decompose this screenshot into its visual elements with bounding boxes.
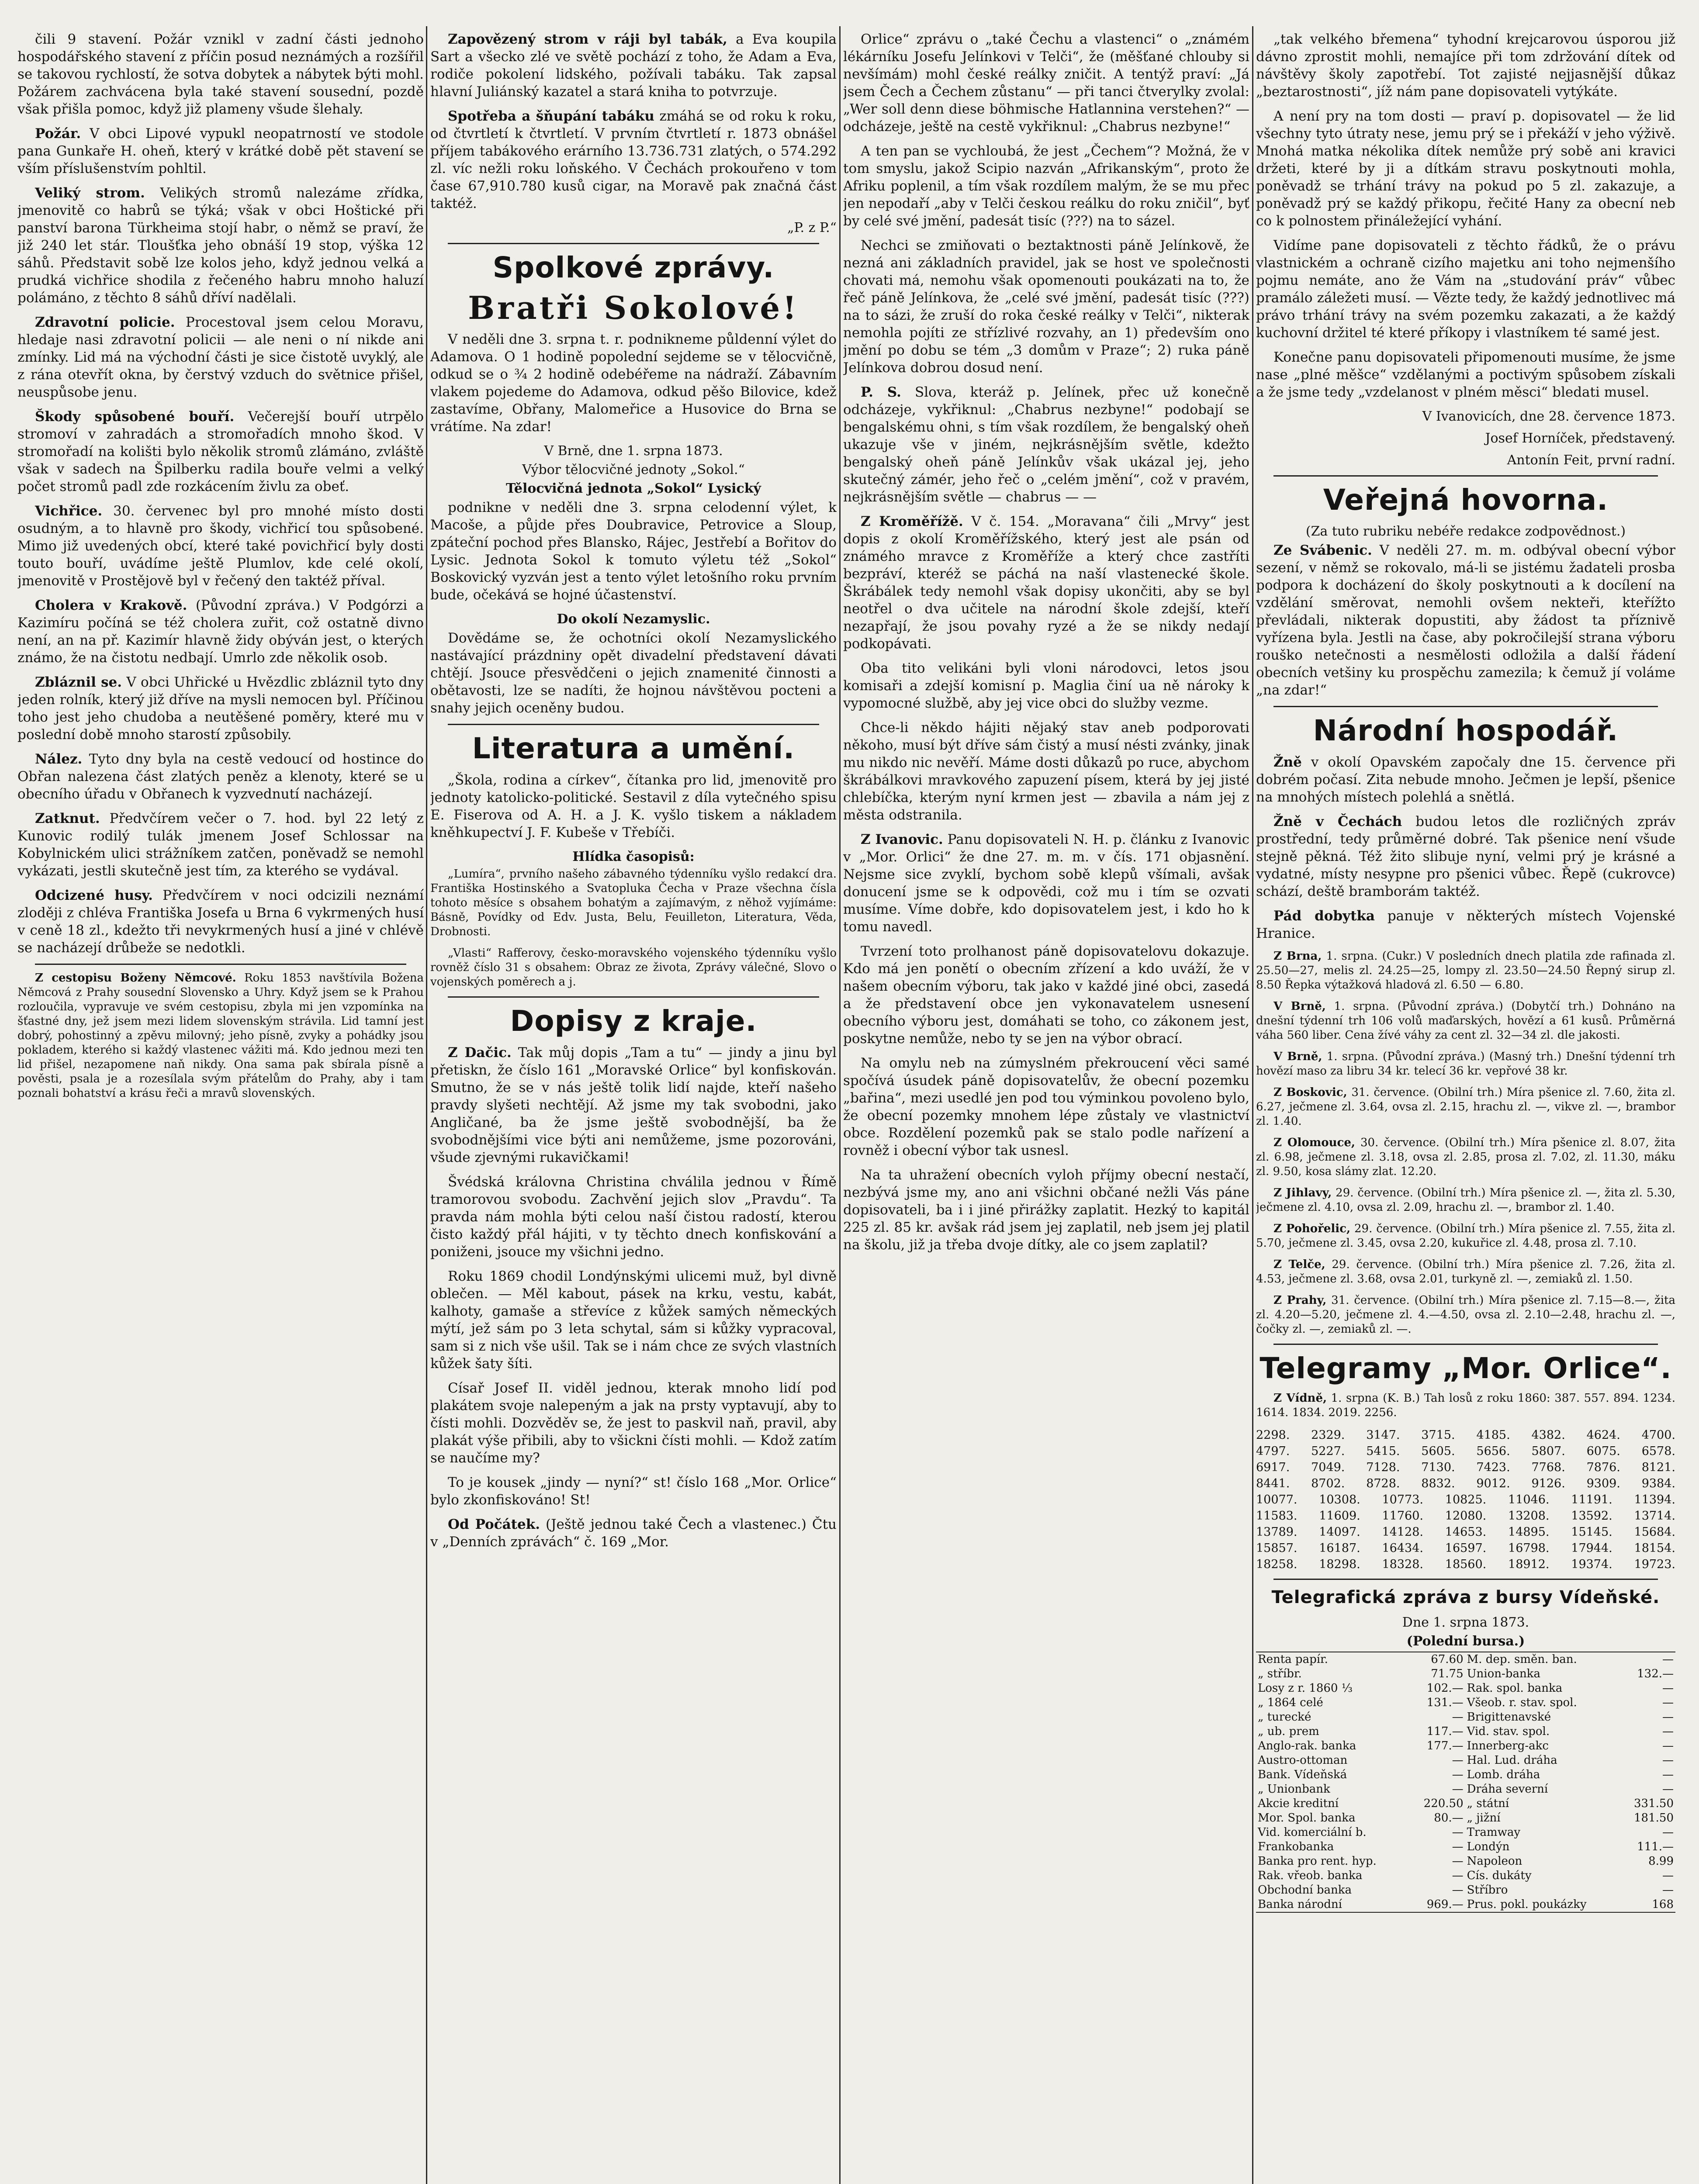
letter-item-text: Panu dopisovateli N. H. p. článku z Ivanovic v „Mor. Orlici“ že dne 27. m. m. v čís. 171 objasnění. Nejsme sice zvyklí, bychom sobě klepů všímali, avšak donucení jsme se k odpovědi, což mu i tím se ozvati musíme. Víme dobře, kdo dopisovatelem jest, i kdo ho k tomu navedl. <box>843 832 1249 935</box>
news-item-text: Večerejší bouří utrpělo stromoví v zahradách a stromořadích mnoho škod. V stromořadí na kolišti bylo několik stromů zlámáno, zvláště však v sadech na Špilberku radila bouře velmi a velký počet stromů padl zde rozkácením živlu za obeť. <box>17 409 424 494</box>
svabenice-head: Ze Svábenic. <box>1273 543 1372 558</box>
bursa-value: 131.— <box>1426 1696 1464 1709</box>
market-report <box>1256 1136 1675 1179</box>
news-item-text: Tyto dny byla na cestě vedoucí od hostince do Obřan nalezena část zlatých peněz a klenoty, které se u obecního úřadu v Obřanech k vyzvednutí nacházejí. <box>17 751 424 802</box>
lottery-row: 10077. 10308. 10773. 10825. 11046. 11191. 11394. <box>1256 1493 1675 1507</box>
news-item-text: V obci Lipové vypukl neopatrností ve stodole pana Gunkaře H. oheň, který v krátké době pět stavení se vším příslušenstvím pohltil. <box>17 126 424 176</box>
bursa-value: — <box>1662 1768 1674 1781</box>
bursa-value: — <box>1452 1711 1464 1724</box>
bursa-row <box>1256 1768 1675 1782</box>
market-report <box>1256 1258 1675 1286</box>
letter-item-text: Slova, kteráž p. Jelínek, přec už konečně odcházeje, vykřiknul: „Chabrus nezbyne!“ podobají se bengalskému ohni, s tím však rozdílem, že bengalský oheň ukazuje vše v jiném, nejkrásnějším světle, kdežto bengalský oheň páně Jelínkův však ukázal jej, jeho skutečný zámér, jeho řeč o „celém jmění“, což v pravém, nejkrásnějším světle — chabrus — — <box>843 384 1249 505</box>
bursa-value: 331.50 <box>1634 1797 1674 1810</box>
bursa-value: — <box>1452 1826 1464 1839</box>
bursa-value: 132.— <box>1637 1667 1674 1680</box>
news-item-text: Procestoval jsem celou Moravu, hledaje nasi zdravotní policii — ale neni o ní nikde ani zmínky. Lid má na východní části je sice čistotě uvyklý, ale z rána otevřít okna, by čerstvý vzduch do světnice přišel, neuspůsobe jenu. <box>17 314 424 400</box>
news-item <box>17 750 424 803</box>
economy-item-head: Žně <box>1273 754 1302 770</box>
column-rule <box>426 26 427 2184</box>
letter-item <box>843 31 1249 135</box>
bursa-row <box>1256 1667 1675 1681</box>
bursa-name: Anglo-rak. banka <box>1258 1739 1356 1752</box>
bursa-name: Losy z r. 1860 ⅓ <box>1258 1682 1353 1695</box>
market-report <box>1256 999 1675 1043</box>
bursa-name: Banka pro rent. hyp. <box>1258 1855 1377 1868</box>
bursa-name: „ stříbr. <box>1258 1667 1302 1680</box>
section-title-spolkove: Spolkové zprávy. <box>492 251 775 284</box>
dacice-letter <box>430 1044 837 1166</box>
bursa-value: — <box>1662 1682 1674 1695</box>
bursa-name: Tramway <box>1467 1826 1521 1839</box>
bursa-row <box>1256 1652 1675 1667</box>
letter-item-text: Nechci se zmiňovati o beztaktnosti páně Jelínkově, že nezná ani základních pravidel, jak se host ve společnosti chovati má, nemohu však opomenouti poukázati na to, že řeč páně Jelínkova, že „celé své jmění, padesát tisíc (???) na to sázi, že zruší do roka české reálky v Telči“, nikterak nemohla pojíti ze střízlivé rozvahy, an 1) především ono jmění po dobu se tém „3 domům v Praze“; 2) ruka páně Jelínkova dobrou dosud není. <box>843 238 1249 376</box>
signature-1: Josef Horníček, představený. <box>1485 431 1675 446</box>
bursa-value: — <box>1662 1696 1674 1709</box>
bursa-name: Renta papír. <box>1258 1653 1328 1666</box>
bursa-table-wrap <box>1256 1652 1675 1913</box>
dacice-end: To je kousek „jindy — nyní?“ st! číslo 168 „Mor. Orlice“ bylo zkonfiskováno! St! <box>430 1475 837 1508</box>
bursa-row <box>1256 1724 1675 1739</box>
bursa-name: Prus. pokl. poukázky <box>1467 1898 1587 1911</box>
bursa-value: — <box>1452 1855 1464 1868</box>
news-item-head: Nález. <box>35 751 83 767</box>
letter-item-text: Vidíme pane dopisovateli z těchto řádků, že o právu vlastnickém a ochraně cizího majetku ani toho nejmenšího pojmu nemáte, ano že Vám na „studování práv“ vůbec pramálo záležeti musí. — Vězte tedy, že každý jednotlivec má právo trhání trávy na svém pozemku zakazati, a že každý kuchovní držitel té které příkopy i vlastníkem té samé jest. <box>1256 238 1675 341</box>
column-4 <box>1256 31 1675 2184</box>
news-item-head: Zbláznil se. <box>35 674 122 690</box>
bursa-name: Banka národní <box>1258 1898 1342 1911</box>
news-item-text: Předvčírem večer o 7. hod. byl 22 letý z Kunovic rodilý tulák jmenem Josef Schlossar na Kobylnickém ulici strážníkem zatčen, poněvadž se nemohl vykázati, jestli skutečně jest tím, za kterého se vydával. <box>17 811 424 879</box>
bursa-name: Union-banka <box>1467 1667 1540 1680</box>
letter-item-text: Na omylu neb na zúmyslném překroucení věci samé spočívá úsudek páně dopisovatelův, že obecní pozemku „bařina“, mezi usedlé jen pod tou výminkou povoleno bylo, že obecní pozemky mnohem lépe zůstaly ve vlastnictví obce. Rozdělení pozemků pak se stalo podle nařízení a rovněž i obecní výbor tak usnesl. <box>843 1055 1249 1158</box>
bursa-row <box>1256 1897 1675 1912</box>
lottery-row: 15857. 16187. 16434. 16597. 16798. 17944. 18154. <box>1256 1541 1675 1555</box>
bursa-value: — <box>1452 1768 1464 1781</box>
news-item-head: Spotřeba a šňupání tabáku <box>448 108 654 124</box>
bursa-title: Telegrafická zpráva z bursy Vídeňské. <box>1271 1587 1660 1607</box>
market-report <box>1256 1293 1675 1337</box>
feuilleton-text: Roku 1853 navštívila Božena Němcová z Prahy sousední Slovensko a Uhry. Když jsem se k Prahou rozloučila, vypravuje ve svém cestopisu, zbyla mi jen vzpomínka na šťastné dny, jež jsem mezi lidem slovenským strávila. Lid tamní jest dobrý, pohostinný a zpěvu milovný; jeho písně, zvyky a pohádky jsou pokladem, kterého si každý vlastenec vážiti má. Kdo jednou mezi ten lid přišel, nezapomene naň nikdy. Ona sama pak sbírala písně a pověsti, psala je a rozesílala svým přátelům do Prahy, aby i tam poznali bohatství a krásu řeči a mravů slovenských. <box>17 971 424 1100</box>
dacice-text-3: Roku 1869 chodil Londýnskými ulicemi muž, byl divně oblečen. — Měl kabout, pásek na krku, vestu, kabát, kalhoty, gamaše a střevíce z kůžek samých německých mýtí, jež sám po 3 leta schytal, sám si kůžky vypracoval, sam si z nich vše ušil. Tak se i nám chce ze svých vlastních kůžek šaty šíti. <box>430 1268 837 1372</box>
bursa-value: 80.— <box>1434 1811 1464 1825</box>
lottery-row: 13789. 14097. 14128. 14653. 14895. 15145. 15684. <box>1256 1525 1675 1539</box>
letter-item <box>843 1054 1249 1159</box>
svabenice-text: V neděli 27. m. m. odbýval obecní výbor sezení, v němž se rokovalo, má-li se jistému žadateli prosba podpora k docházení do školy poskytnouti a k docílení na vzdělání směrovat, nemohli ovšem nekteři, kteřížto převládali, nikterak dopustiti, aby žádost ta příznivě vyřízena byla. Jestli na čase, aby pokročilejší strana výboru rouško netečnosti a nesmělosti odložila a další řádení obecních vetšiny ku prospěchu zamezila; k čemuž jí voláme „na zdar!“ <box>1256 543 1675 698</box>
bursa-name: Frankobanka <box>1258 1840 1334 1853</box>
letter-item-head: P. S. <box>861 384 901 400</box>
economy-item-text: panuje v některých místech Vojenské Hranice. <box>1256 908 1675 941</box>
bursa-name: Všeob. r. stav. spol. <box>1467 1696 1577 1709</box>
bursa-name: „ státní <box>1467 1797 1509 1810</box>
sokol-heading: Bratři Sokolové! <box>468 289 799 326</box>
separator <box>448 996 819 998</box>
market-text: 29. července. (Obilní trh.) Míra pšenice zl. —, žita zl. 5.30, ječmene zl. 4.10, ovsa zl. 2.09, hrachu zl. —, brambor zl. 1.40. <box>1256 1186 1675 1214</box>
market-text: 31. července. (Obilní trh.) Míra pšenice zl. 7.60, žita zl. 6.27, ječmene zl. 3.64, ovsa zl. 2.15, hrachu zl. —, vikve zl. —, brambor zl. 1.40. <box>1256 1086 1675 1128</box>
letter-item <box>843 237 1249 377</box>
bursa-row <box>1256 1840 1675 1854</box>
market-text: 1. srpna. (Původní zpráva.) (Dobytčí trh.) Dohnáno na dnešní týdenní trh 106 volů maďarských, hovězí a 61 kusů. Průměrná váha 560 liber. Cena žívé váhy za cent zl. 32—34 zl. dle jakosti. <box>1256 1000 1675 1042</box>
news-item-text: V obci Uhřické u Hvězdlic zbláznil tyto dny jeden rolník, který již dříve na mysli nemocen byl. Příčinou toho jest jeho chudoba a neutěšené poměry, které mu v poslední době mnoho starostí způsobily. <box>17 674 424 743</box>
news-item-head: Zdravotní policie. <box>35 314 175 330</box>
pocatky-letter <box>430 1516 837 1551</box>
signature: „P. z P.“ <box>787 220 837 235</box>
bursa-value: — <box>1662 1783 1674 1796</box>
letter-item-text: „tak velkého břemena“ tyhodní krejcarovou úsporou již dávno zprostit mohli, nemajíce při tom zdržování dítek od návštěvy školy zapotřebí. Tot zajisté nejjasnější důkaz „beztarostnosti“, jíž nám pane dopisovateli vytýkáte. <box>1256 31 1675 100</box>
hlidka-heading: Hlídka časopisů: <box>572 849 695 864</box>
separator <box>1273 706 1658 707</box>
news-item <box>17 810 424 880</box>
svabenice-letter <box>1256 542 1675 699</box>
bursa-name: Cís. dukáty <box>1467 1869 1532 1882</box>
market-reports <box>1256 949 1675 1337</box>
news-item <box>17 314 424 401</box>
section-title-telegramy: Telegramy „Mor. Orlice“. <box>1260 1351 1672 1385</box>
ivanovice-continued <box>1256 31 1675 401</box>
sokol-sign: Výbor tělocvičné jednoty „Sokol.“ <box>522 462 745 477</box>
economy-item-text: v okolí Opavském započaly dne 15. července při dobrém počasí. Zita nebude mnoho. Ječmen je lepší, pšenice na mnohých místech polehlá a snětlá. <box>1256 754 1675 805</box>
bursa-value: 969.— <box>1426 1898 1464 1911</box>
bursa-name: Bank. Vídeňská <box>1258 1768 1347 1781</box>
economy-item-text: budou letos dle rozličných zpráv prostřední, tedy průměrné dobré. Tak pšenice není všude stejně pěkná. Též žito slibuje nyní, velmi prý je krásné a vydatné, místy nesypne pro pšenici vůbec. Řepě (cukrovce) schází, deště bramborám taktéž. <box>1256 814 1675 899</box>
letter-item-text: A ten pan se vychloubá, že jest „Čechem“? Možná, že v tom smyslu, jakož Scipio nazván „Afrikanským“, proto že Afriku poplenil, a tím však rozdílem malým, že se mu přec jen nepodaří „aby v Telči českou reálku do roku zničil“, byť by celé své jmění, padesát tisíc (???) na to sázel. <box>843 143 1249 229</box>
vlasti-text: „Vlasti“ Rafferovy, česko-moravského vojenského týdenníku vyšlo rovněž číslo 31 s obsahem: Obraz ze života, Zprávy válečné, Slovo o vojenských poměrech a j. <box>430 947 837 988</box>
market-place: Z Telče, <box>1273 1258 1325 1271</box>
market-text: 31. července. (Obilní trh.) Míra pšenice zl. 7.15—8.—, žita zl. 4.20—5.20, ječmene zl. 4.—4.50, ovsa zl. 2.10—2.48, hrachu zl. —, čočky zl. —, zemiaků zl. —. <box>1256 1294 1675 1336</box>
letter-item <box>843 1166 1249 1254</box>
market-place: V Brně, <box>1273 1050 1322 1063</box>
lysice-heading: Tělocvičná jednota „Sokol“ Lysický <box>506 481 761 496</box>
letter-item <box>843 142 1249 230</box>
bursa-value: — <box>1662 1725 1674 1738</box>
lottery-row: 8441. 8702. 8728. 8832. 9012. 9126. 9309. 9384. <box>1256 1477 1675 1490</box>
bursa-value: 8.99 <box>1648 1855 1674 1868</box>
economy-item <box>1256 907 1675 942</box>
bursa-value: 181.50 <box>1634 1811 1674 1825</box>
news-item-head: Škody spůsobené bouří. <box>35 409 235 425</box>
bursa-name: Napoleon <box>1467 1855 1523 1868</box>
news-item-text: čili 9 stavení. Požár vznikl v zadní části jednoho hospodářského stavení z příčin posud neznámých a rozšířil se takovou rychlostí, že sotva dobytek a nábytek býti mohl. Požárem zachvácena byla také stavení sousední, pozdě však přišla pomoc, když již plameny všude šlehaly. <box>17 31 424 117</box>
letter-item-head: Z Ivanovic. <box>861 832 943 847</box>
market-text: 29. července. (Obilní trh.) Míra pšenice zl. 7.26, žita zl. 4.53, ječmene zl. 3.68, ovsa 2.01, turkyně zl. —, zemiaků zl. 1.50. <box>1256 1258 1675 1286</box>
market-place: V Brně, <box>1273 1000 1326 1013</box>
bursa-row <box>1256 1811 1675 1825</box>
section-title-hovorna: Veřejná hovorna. <box>1323 483 1609 517</box>
section-title-dopisy: Dopisy z kraje. <box>510 1004 757 1038</box>
pocatky-head: Od Počátek. <box>448 1517 540 1532</box>
bursa-row <box>1256 1696 1675 1710</box>
news-item <box>17 408 424 495</box>
lottery-row: 18258. 18298. 18328. 18560. 18912. 19374. 19723. <box>1256 1558 1675 1571</box>
letter-item-text: V č. 154. „Moravana“ čili „Mrvy“ jest dopis z okolí Kroměřížského, který jest ale psán od známého mravce z Kroměříže a který chce zastříti bezpráví, kteréž se páchá na naší vlastenecké škole. Škrábálek tedy nemohl však dopisy ukončiti, aby se byl neotřel o dva učitele na národní škole zdejší, kteří nezapřají, že jsou povahy ryzé a že se nikdy nedají podkopávati. <box>843 514 1249 652</box>
bursa-value: — <box>1662 1826 1674 1839</box>
letter-item <box>843 513 1249 653</box>
bursa-name: „ Unionbank <box>1258 1783 1330 1796</box>
market-report <box>1256 1186 1675 1215</box>
lottery-intro <box>1256 1391 1675 1420</box>
bursa-name: M. dep. směn. ban. <box>1467 1653 1577 1666</box>
bursa-name: Dráha severní <box>1467 1783 1548 1796</box>
bursa-name: „ 1864 celé <box>1258 1696 1323 1709</box>
dacice-text-4: Císař Josef II. viděl jednou, kterak mnoho lidí pod plakátem svoje nalepeným a jak na prsty vyptavují, aby to čísti mohli. Dozvěděv se, že jest to paskvil naň, pravil, aby plakát výše přibili, aby to všickni čísti mohli. — Kdož zatím se naučíme my? <box>430 1380 837 1466</box>
bursa-value: 168 <box>1652 1898 1674 1911</box>
bursa-name: Brigittenavské <box>1467 1711 1551 1724</box>
economy-item-head: Pád dobytka <box>1273 908 1375 924</box>
bursa-row <box>1256 1710 1675 1724</box>
letter-item <box>1256 237 1675 342</box>
bursa-date: Dne 1. srpna 1873. <box>1402 1615 1529 1630</box>
news-item <box>17 597 424 667</box>
bursa-value: 177.— <box>1426 1739 1464 1752</box>
letter-item-text: Chce-li někdo hájiti nějaký stav aneb podporovati někoho, musí být dříve sám čistý a musí nésti zvánky, jinak mu nikdo nic nevěří. Máme dosti důkazů po ruce, abychom škrábálkovi mravkového zapuzení písem, která by jej jisté chlebíčka, kterým nyní krmen jest — zbavila a nám jej z města odstranila. <box>843 720 1249 823</box>
news-item-head: Veliký strom. <box>35 185 145 201</box>
market-report <box>1256 949 1675 992</box>
column-2 <box>430 31 837 2184</box>
news-item-head: Zatknut. <box>35 811 100 826</box>
bursa-value: — <box>1452 1783 1464 1796</box>
column-rule <box>1252 26 1253 2184</box>
letters-continued <box>843 31 1249 1254</box>
column-rule <box>839 26 841 2184</box>
market-text: 29. července. (Obilní trh.) Míra pšenice zl. 7.55, žita zl. 5.70, ječmene zl. 3.45, ovsa 2.20, kukuřice zl. 4.48, prosa zl. 7.10. <box>1256 1222 1675 1250</box>
bursa-row <box>1256 1854 1675 1869</box>
letter-item-text: Oba tito velikáni byli vloni národovci, letos jsou komisaři a zdejší komisní p. Maglia činí ua ně nároky k vypomocné službě, aby jej vice obci do služby vezme. <box>843 660 1249 711</box>
separator <box>448 724 819 725</box>
news-item-text: zmáhá se od roku k roku, od čtvrtletí k čtvrtletí. V prvním čtvrtletí r. 1873 obnášel příjem tabákového erárního 13.736.731 zlatých, o 574.292 zl. víc nežli roku loňského. V Čechách prokouřeno v tom čase 67,910.780 kusů cigar, na Moravě pak značná část taktéž. <box>430 108 837 211</box>
market-place: Z Brna, <box>1273 950 1322 963</box>
bursa-row <box>1256 1753 1675 1768</box>
news-item-head: Zapovězený strom v ráji byl tabák, <box>448 31 727 47</box>
literatura-text: „Škola, rodina a církev“, čítanka pro lid, jmenovitě pro jednoty katolicko-politické. Sestavil z díla vytečného spisu E. Fiserova od A. H. a J. K. vyšlo tiskem a nákladem kněhkupectví J. F. Kubeše v Třebíči. <box>430 772 837 840</box>
bursa-row <box>1256 1825 1675 1840</box>
bursa-name: Londýn <box>1467 1840 1510 1853</box>
news-item-text: Předvčírem v noci odcizili neznámí zloději z chléva Františka Josefa u Brna 6 vykrmených husí v ceně 18 zl., kdežto tři nevykrmených husí a jiné v chlévě se nacházejí drůbeže se nedotkli. <box>17 888 424 956</box>
letter-item <box>1256 349 1675 401</box>
feuilleton <box>17 971 424 1101</box>
letter-item <box>843 660 1249 712</box>
lottery-numbers <box>1256 1427 1675 1572</box>
market-report <box>1256 1050 1675 1078</box>
bursa-row <box>1256 1739 1675 1753</box>
bursa-value: 102.— <box>1426 1682 1464 1695</box>
market-text: 30. července. (Obilní trh.) Míra pšenice zl. 8.07, žita zl. 6.98, ječmene zl. 3.18, ovsa zl. 2.85, prosa zl. 7.02, zl. 11.30, máku zl. 9.50, kosa slámy zlat. 12.20. <box>1256 1136 1675 1178</box>
letter-item <box>843 719 1249 824</box>
local-news <box>17 31 424 957</box>
bursa-name: Obchodní banka <box>1258 1883 1352 1897</box>
news-item <box>17 502 424 590</box>
news-item-head: Vichřice. <box>35 503 103 519</box>
bursa-name: Lomb. dráha <box>1467 1768 1540 1781</box>
letter-item <box>843 831 1249 936</box>
hlidka-text: „Lumíra“, prvního našeho zábavného týdenníku vyšlo redakcí dra. Františka Hostinského a Svatopluka Čecha v Praze všechna čísla tohoto měsíce s obsahem bohatým a zajímavým, z něhož vyjímáme: Básně, Povídky od Edv. Justa, Belu, Feuilleton, Literatura, Věda, Drobnosti. <box>430 867 837 938</box>
letter-item-text: Na ta uhražení obecních vyloh příjmy obecní nestačí, nezbývá jsme my, ano ani všichni občané nežli Vás páne dopisovateli, ba i i jiné přirážky zaplatit. Hezký to kapitál 225 zl. 85 kr. avšak rád jsem jej zaplatil, neb jsem jej platil na školu, již ja třeba dvoje dítky, ale co jsem zaplatil? <box>843 1167 1249 1253</box>
sokol-announcement: V neděli dne 3. srpna t. r. podnikneme půldenní výlet do Adamova. O 1 hodině popolední sejdeme se v tělocvičně, odkud se o ¾ 2 hodině odebéřeme na nádraží. Zábavním vlakem pojedeme do Adamova, odkud pěšo Bilovice, kdež zastavíme, Obřany, Malomeřice a Husovice do Brna se vrátíme. Na zdar! <box>430 332 837 435</box>
bursa-table <box>1256 1652 1675 1912</box>
news-item <box>17 31 424 118</box>
market-place: Z Jihlavy, <box>1273 1186 1332 1199</box>
bursa-row <box>1256 1681 1675 1696</box>
bursa-name: Rak. vřeob. banka <box>1258 1869 1363 1882</box>
bursa-value: 117.— <box>1426 1725 1464 1738</box>
letter-item <box>1256 31 1675 100</box>
bursa-name: Innerberg-akc <box>1467 1739 1549 1752</box>
column-3 <box>843 31 1249 2184</box>
news-item-text: (Původní zpráva.) V Podgórzi a Kazimíru počíná se též cholera zuřit, což ostatně divno není, an na př. Kazimír hlavně židy obýván jest, o kterých známo, že na čistotu nedbají. Umrlo zde několik osob. <box>17 598 424 666</box>
lottery-row: 2298. 2329. 3147. 3715. 4185. 4382. 4624. 4700. <box>1256 1428 1675 1442</box>
news-item-head: Cholera v Krakově. <box>35 598 187 613</box>
letter-item-text: Konečne panu dopisovateli připomenouti musíme, že jsme nase „plné měšce“ vzdělanými a poctivým spůsobem získali a že jsme tedy „vzdelanost v plném měsci“ bledati musel. <box>1256 349 1675 400</box>
news-item <box>17 887 424 957</box>
bursa-name: „ jižní <box>1467 1811 1501 1825</box>
bursa-value: — <box>1662 1869 1674 1882</box>
dacice-text-2: Švédská královna Christina chválila jednou v Římě tramorovou svobodu. Zachvění jejich slov „Pravdu“. Ta pravda nám mohla býti celou naší čistou radostí, kterou čisto každý přál hájiti, v ty těchto dnech konfiskování a poniženi, jsouce my všichni jedno. <box>430 1174 837 1260</box>
letter-item <box>843 384 1249 506</box>
bursa-name: Akcie kreditní <box>1258 1797 1339 1810</box>
economy-item <box>1256 813 1675 900</box>
bursa-value: — <box>1662 1754 1674 1767</box>
separator <box>448 243 819 244</box>
news-item <box>17 184 424 307</box>
separator <box>35 964 406 965</box>
economy-news <box>1256 753 1675 942</box>
market-text: 1. srpna. (Původní zpráva.) (Masný trh.) Dnešní týdenní trh hovězí maso za libru 34 kr. telecí 36 kr. vepřové 38 kr. <box>1256 1050 1675 1078</box>
lottery-head: Z Vídně, <box>1273 1392 1327 1405</box>
news-item <box>430 31 837 100</box>
signature-date: V Ivanovicích, dne 28. července 1873. <box>1422 409 1675 424</box>
bursa-name: Mor. Spol. banka <box>1258 1811 1356 1825</box>
separator <box>1273 1579 1658 1580</box>
letter-item-text: A není pry na tom dosti — praví p. dopisovatel — že lid všechny tyto útraty nese, jemu prý se i překáží v jeho výživě. Mnohá matka nékolika dítek nemůže prý sobě ani kravici držeti, které by ji a dítkám stravu poskytnouti mohla, poněvadž se trhání trávy na pokud po 5 zl. zakazuje, a poněvadž prý se každý přikopu, řečité Hany za obecní neb co k polnostem přináležející vyhání. <box>1256 108 1675 229</box>
lottery-text: 1. srpna (K. B.) Tah losů z roku 1860: 387. 557. 894. 1234. 1614. 1834. 2019. 2256. <box>1256 1392 1675 1419</box>
lottery-row: 11583. 11609. 11760. 12080. 13208. 13592. 13714. <box>1256 1509 1675 1523</box>
bursa-name: „ turecké <box>1258 1711 1311 1724</box>
bursa-value: 111.— <box>1637 1840 1674 1853</box>
letter-item <box>843 943 1249 1047</box>
bursa-name: Vid. stav. spol. <box>1467 1725 1550 1738</box>
feuilleton-head: Z cestopisu Boženy Němcové. <box>35 971 236 985</box>
signature-2: Antonín Feit, první radní. <box>1507 453 1675 468</box>
news-item-text: 30. červenec byl pro mnohé místo dosti osudným, a to hlavně pro škody, vichřicí tou spůsobené. Mimo již uvedených obcí, které také povichřicí byly dosti touto bouří, uvádíme ještě Plumlov, kde celé okolí, jmenovitě v Prostějově byl v řečený den taktéž příval. <box>17 503 424 589</box>
separator <box>1273 475 1658 477</box>
news-item-head: Odcizené husy. <box>35 888 153 903</box>
bursa-value: 67.60 <box>1431 1653 1464 1666</box>
bursa-row <box>1256 1869 1675 1883</box>
sokol-date: V Brně, dne 1. srpna 1873. <box>544 443 723 459</box>
bursa-value: — <box>1662 1653 1674 1666</box>
news-item <box>430 107 837 212</box>
bursa-value: — <box>1452 1754 1464 1767</box>
news-item-text: Velikých stromů nalezáme zřídka, jmenovitě co habrů se týká; však v obci Hoštické při panství barona Türkheima stojí habr, o němž se praví, že již 240 let stár. Tloušťka jeho obnáší 19 stop, výška 12 sáhů. Představit sobě lze kolos jeho, když jednou velká a prudká vichřice shodila z řečeného habru mnoho haluzí polámáno, z těchto 8 sáhů dříví nadělali. <box>17 185 424 306</box>
bursa-row <box>1256 1883 1675 1897</box>
nezamysl-text: Dovědáme se, že ochotníci okolí Nezamyslického nastávající prázdniny opět divadelní představení dávati chtějí. Jsouce přesvědčeni o jejich znamenité činnosti a obětavosti, lze se nadíti, že hojnou návštěvou pocteni a snahy jejich oceněny budou. <box>430 630 837 716</box>
news-item <box>17 125 424 177</box>
news-item-head: Požár. <box>35 126 81 142</box>
bursa-name: Vid. komerciální b. <box>1258 1826 1367 1839</box>
bursa-row <box>1256 1797 1675 1811</box>
bursa-name: Hal. Lud. dráha <box>1467 1754 1557 1767</box>
economy-item <box>1256 753 1675 806</box>
market-text: 1. srpna. (Cukr.) V posledních dnech platila zde rafinada zl. 25.50—27, melis zl. 24.25—25, lompy zl. 23.50—24.50 Řepný sirup zl. 8.50 Řepka výtažková hladová zl. 6.50 — 6.80. <box>1256 950 1675 992</box>
bursa-value: — <box>1452 1869 1464 1882</box>
letter-item <box>1256 107 1675 230</box>
bursa-row <box>1256 1782 1675 1797</box>
section-title-hospodar: Národní hospodář. <box>1313 714 1619 747</box>
dacice-text: Tak můj dopis „Tam a tu“ — jindy a jinu byl přetiskn, že číslo 161 „Moravské Orlice“ byl konfiskován. Smutno, že se v nás ještě tolik lidí najde, kteří našeho pravdy slyšeti nechtějí. Až jsme my tak svobodni, jako Angličané, ba že jsme ještě svobodnější, ba že svobodnějšími vice býti ani nemůžeme, jsme pozorováni, všude zjevnými rukavičkami! <box>430 1045 837 1165</box>
dacice-head: Z Dačic. <box>448 1045 512 1061</box>
bursa-name: „ ub. prem <box>1258 1725 1319 1738</box>
lottery-row: 4797. 5227. 5415. 5605. 5656. 5807. 6075. 6578. <box>1256 1444 1675 1458</box>
column-1 <box>17 31 424 2184</box>
market-place: Z Prahy, <box>1273 1294 1327 1307</box>
market-place: Z Olomouce, <box>1273 1136 1355 1149</box>
bursa-name: Stříbro <box>1467 1883 1508 1897</box>
bursa-value: — <box>1662 1739 1674 1752</box>
hovorna-note: (Za tuto rubriku nebéře redakce zodpovědnost.) <box>1305 524 1626 539</box>
bursa-value: — <box>1452 1883 1464 1897</box>
bursa-subtitle: (Polední bursa.) <box>1406 1634 1525 1649</box>
nezamysl-heading: Do okolí Nezamyslic. <box>557 612 710 627</box>
market-place: Z Boskovic, <box>1273 1086 1347 1099</box>
pocatky-text: (Ještě jednou také Čech a vlastenec.) Čtu v „Denních zprávách“ č. 169 „Mor. <box>430 1517 837 1550</box>
letter-item-head: Z Kroměřížě. <box>861 514 963 529</box>
lysice-text: podnikne v neděli dne 3. srpna celodenní výlet, k Macoše, a půjde přes Doubravice, Petrovice a Sloup, zpáteční pochod přes Blansko, Rájec, Jestřebí a Bořitov do Lysic. Jednota Sokol k tomuto výletu též „Sokol“ Boskovický vyzván jest a tento výlet letošního roku prvním bude, očekává se hojné účastenství. <box>430 500 837 603</box>
bursa-value: — <box>1662 1883 1674 1897</box>
economy-item-head: Žně v Čechách <box>1273 814 1402 829</box>
letter-item-text: Orlice“ zprávu o „také Čechu a vlastenci“ o „známém lékárníku Josefu Jelínkovi v Telči“, že (měšťané chlouby si nevšímám) mohl české reálky zničit. A tentýž praví: „Já jsem Čech a Čechem zůstanu“ — při tanci čtverylky zvolal: „Wer soll denn diese böhmische Hatlannina verstehen?“ — odcházeje, ještě na cestě vykřiknul: „Chabrus nezbyne!“ <box>843 31 1249 135</box>
bursa-name: Austro-ottoman <box>1258 1754 1348 1767</box>
tobacco-news <box>430 31 837 212</box>
market-report <box>1256 1222 1675 1251</box>
bursa-value: — <box>1662 1711 1674 1724</box>
bursa-value: — <box>1452 1840 1464 1853</box>
bursa-value: 220.50 <box>1423 1797 1464 1810</box>
bursa-name: Rak. spol. banka <box>1467 1682 1563 1695</box>
lottery-row: 6917. 7049. 7128. 7130. 7423. 7768. 7876. 8121. <box>1256 1461 1675 1474</box>
market-report <box>1256 1085 1675 1129</box>
bursa-value: 71.75 <box>1431 1667 1464 1680</box>
news-item-text: a Eva koupila Sart a všecko zlé ve světě pochází z toho, že Adam a Eva, rodiče pokolení lidského, požívali tabáku. Tak zapsal hlavní Juliánský kazatel a stará kniha to potvrzuje. <box>430 31 837 100</box>
separator <box>1273 1344 1658 1345</box>
section-title-literatura: Literatura a umění. <box>472 732 795 765</box>
letter-item-text: Tvrzení toto prolhanost páně dopisovatelovu dokazuje. Kdo má jen ponětí o obecním zřízení a kdo uváží, že v našem obecním výboru, tak jako v každé jiné obci, zasedá a že představení obce jen vykonavatelem usnesení obecního výboru jest, domáhati se toho, co zákonem jest, poskytne nemůže, nebo ty se jen na výbor obrací. <box>843 943 1249 1047</box>
market-place: Z Pohořelic, <box>1273 1222 1351 1235</box>
news-item <box>17 674 424 743</box>
